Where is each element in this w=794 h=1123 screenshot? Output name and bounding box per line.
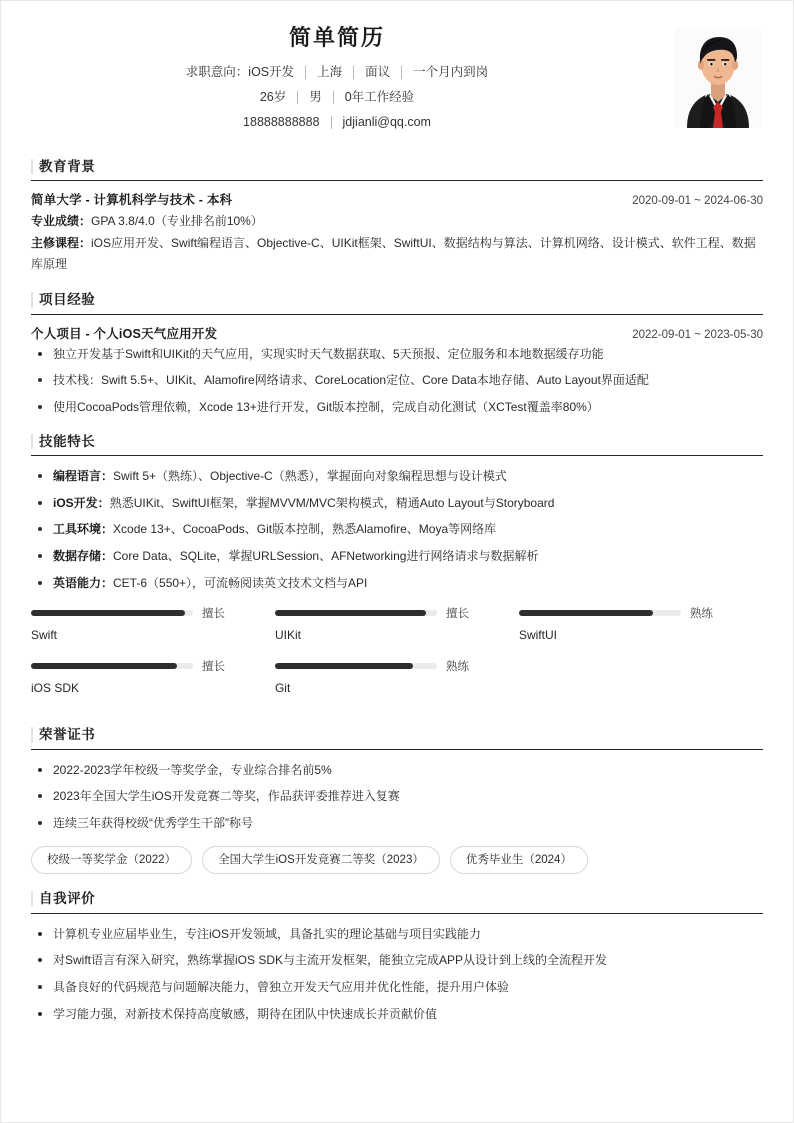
- skill-bar-fill: [31, 610, 185, 616]
- tag-chip[interactable]: 校级一等奖学金（2022）: [31, 846, 192, 875]
- section-body-projects: [31, 315, 763, 417]
- section-body-skills: [31, 456, 763, 710]
- section-projects: [31, 291, 763, 416]
- entry-title: 个人项目 - 个人iOS天气应用开发: [31, 326, 218, 341]
- skill-name-label: Swift: [31, 628, 58, 643]
- section-header-self-evaluation: [31, 890, 763, 914]
- skill-name-label: UIKit: [274, 628, 301, 643]
- skill-bar-row: [519, 605, 745, 621]
- list-item: 2023年全国大学生iOS开发竞赛二等奖，作品获评委推荐进入复赛: [31, 787, 763, 806]
- header-main: [31, 23, 763, 130]
- skill-bars: [31, 605, 763, 710]
- skill-name-label: Git: [274, 680, 291, 695]
- skill-bar-row: [31, 658, 257, 674]
- list-item: 工具环境：Xcode 13+、CocoaPods、Git版本控制，熟悉Alamofire、Moya等网络库: [31, 520, 763, 539]
- skill-bar-cell: [519, 605, 763, 644]
- contact-item: jdjianli@qq.com: [342, 114, 431, 129]
- entry-bullet-list: [31, 345, 763, 417]
- skill-level-label: 熟练: [445, 660, 469, 673]
- section-body-honors: [31, 750, 763, 874]
- contact-separator: [297, 91, 298, 104]
- list-item: 2022-2023学年校级一等奖学金，专业综合排名前5%: [31, 761, 763, 780]
- list-item: 连续三年获得校级“优秀学生干部”称号: [31, 814, 763, 833]
- skill-level-label: 擅长: [445, 608, 469, 621]
- skill-bar-row: [275, 605, 501, 621]
- list-item: 计算机专业应届毕业生，专注iOS开发领域，具备扎实的理论基础与项目实践能力: [31, 925, 763, 944]
- contact-item: 求职意向：iOS开发: [185, 64, 295, 79]
- skill-bar-track: [31, 610, 193, 616]
- entry-date: 2020-09-01 ~ 2024-06-30: [632, 195, 763, 208]
- resume-sections: [31, 158, 763, 1024]
- tag-chip[interactable]: 全国大学生iOS开发竞赛二等奖（2023）: [202, 846, 440, 875]
- section-header-education: [31, 158, 763, 182]
- contact-line-basic: [31, 90, 643, 105]
- contact-item: 男: [309, 89, 322, 104]
- list-item: 技术栈：Swift 5.5+、UIKit、Alamofire网络请求、CoreLocation定位、Core Data本地存储、Auto Layout界面适配: [31, 371, 763, 390]
- section-title: 荣誉证书: [39, 727, 96, 743]
- section-body-self-evaluation: [31, 914, 763, 1023]
- contact-separator: [353, 66, 354, 79]
- contact-line-intent: [31, 65, 643, 80]
- contact-item: 18888888888: [243, 114, 320, 129]
- section-self-evaluation: [31, 890, 763, 1023]
- section-title: 技能特长: [39, 433, 96, 449]
- skill-bar-fill: [519, 610, 653, 616]
- avatar: [675, 28, 761, 128]
- contact-item: 26岁: [259, 89, 287, 104]
- contact-separator: [333, 91, 334, 104]
- resume-sheet: [1, 1, 793, 1023]
- skill-bar-track: [275, 663, 437, 669]
- skill-bar-row: [275, 658, 501, 674]
- skill-bar-cell: [275, 605, 519, 644]
- skill-level-label: 擅长: [202, 608, 225, 621]
- skill-bar-row: [31, 605, 257, 621]
- entry-header: [31, 324, 763, 342]
- list-item: 具备良好的代码规范与问题解决能力，曾独立开发天气应用并优化性能，提升用户体验: [31, 978, 763, 997]
- contact-item: 面议: [365, 64, 391, 79]
- skill-bar-track: [275, 610, 437, 616]
- page-title: 简单简历: [288, 25, 385, 50]
- skill-bar-cell: [31, 605, 275, 644]
- section-skills: [31, 433, 763, 711]
- skill-bar-fill: [275, 663, 413, 669]
- section-header-skills: [31, 433, 763, 457]
- skill-bar-cell: [31, 658, 275, 697]
- tag-chip[interactable]: 优秀毕业生（2024）: [450, 846, 588, 875]
- skills-bullet-list: [31, 467, 763, 592]
- entry-detail-line: 主修课程：iOS应用开发、Swift编程语言、Objective-C、UIKit框架、SwiftUI、数据结构与算法、计算机网络、设计模式、软件工程、数据库原理: [31, 235, 756, 271]
- tag-list: [31, 846, 763, 875]
- skill-bar-fill: [275, 610, 426, 616]
- skill-bar-track: [31, 663, 193, 669]
- resume-header: [31, 23, 763, 142]
- section-header-projects: [31, 291, 763, 315]
- entry-detail-line: 专业成绩：GPA 3.8/4.0（专业排名前10%）: [31, 214, 263, 229]
- section-title: 自我评价: [39, 891, 96, 907]
- list-item: 数据存储：Core Data、SQLite，掌握URLSession、AFNetworking进行网络请求与数据解析: [31, 547, 763, 566]
- section-header-honors: [31, 726, 763, 750]
- skill-name-label: iOS SDK: [31, 680, 80, 695]
- skill-level-label: 熟练: [689, 608, 713, 621]
- contact-separator: [305, 66, 306, 79]
- contact-separator: [331, 116, 332, 129]
- section-education: [31, 158, 763, 276]
- list-item: 独立开发基于Swift和UIKit的天气应用，实现实时天气数据获取、5天预报、定位服务和本地数据缓存功能: [31, 345, 763, 364]
- skill-bar-cell: [275, 658, 519, 697]
- skill-level-label: 擅长: [202, 660, 225, 673]
- section-title: 教育背景: [39, 158, 96, 174]
- entry-header: [31, 190, 763, 208]
- contact-separator: [401, 66, 402, 79]
- entry-title: 简单大学 - 计算机科学与技术 - 本科: [31, 193, 233, 208]
- contact-line-reach: [31, 115, 643, 130]
- list-item: iOS开发：熟悉UIKit、SwiftUI框架，掌握MVVM/MVC架构模式，精通Auto Layout与Storyboard: [31, 494, 763, 513]
- honors-bullet-list: [31, 761, 763, 833]
- section-title: 项目经验: [39, 292, 96, 308]
- contact-item: 0年工作经验: [344, 89, 415, 104]
- skill-name-label: SwiftUI: [518, 628, 557, 643]
- list-item: 学习能力强，对新技术保持高度敏感，期待在团队中快速成长并贡献价值: [31, 1005, 763, 1024]
- skill-bar-fill: [31, 663, 177, 669]
- contact-item: 一个月内到岗: [413, 64, 489, 79]
- contact-item: 上海: [317, 64, 343, 79]
- list-item: 英语能力：CET-6（550+），可流畅阅读英文技术文档与API: [31, 574, 763, 593]
- self-evaluation-bullet-list: [31, 925, 763, 1023]
- list-item: 对Swift语言有深入研究，熟练掌握iOS SDK与主流开发框架，能独立完成APP从设计到上线的全流程开发: [31, 951, 763, 970]
- section-honors: [31, 726, 763, 874]
- list-item: 编程语言：Swift 5+（熟练）、Objective-C（熟悉），掌握面向对象编程思想与设计模式: [31, 467, 763, 486]
- skill-bar-track: [519, 610, 681, 616]
- section-body-education: [31, 181, 763, 275]
- list-item: 使用CocoaPods管理依赖，Xcode 13+进行开发，Git版本控制，完成自动化测试（XCTest覆盖率80%）: [31, 398, 763, 417]
- entry-date: 2022-09-01 ~ 2023-05-30: [632, 328, 763, 341]
